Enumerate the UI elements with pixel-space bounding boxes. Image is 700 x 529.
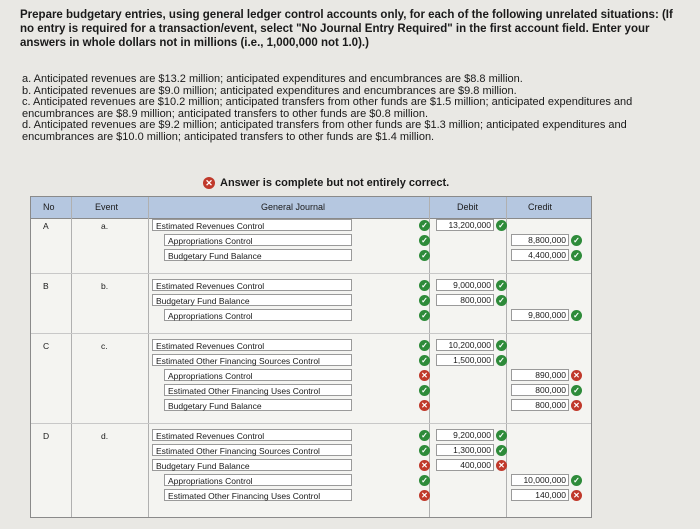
entry-event: a.	[101, 221, 109, 231]
credit-field[interactable]: 9,800,000	[511, 309, 569, 321]
header-debit: Debit	[457, 202, 479, 212]
debit-field[interactable]: 9,200,000	[436, 429, 494, 441]
debit-status-icon: ✓	[496, 340, 507, 351]
scenario-a: a. Anticipated revenues are $13.2 million; anticipated expenditures and encumbrances are $8.8 million.	[22, 73, 523, 85]
entry-event: c.	[101, 341, 108, 351]
debit-field[interactable]: 1,500,000	[436, 354, 494, 366]
account-status-icon: ✓	[419, 385, 430, 396]
account-field[interactable]: Estimated Revenues Control	[152, 429, 352, 441]
account-field[interactable]: Appropriations Control	[164, 369, 352, 381]
debit-field[interactable]: 1,300,000	[436, 444, 494, 456]
debit-field[interactable]: 400,000	[436, 459, 494, 471]
account-field[interactable]: Appropriations Control	[164, 234, 352, 246]
account-status-icon: ✕	[419, 460, 430, 471]
account-status-icon: ✓	[419, 220, 430, 231]
account-field[interactable]: Budgetary Fund Balance	[164, 399, 352, 411]
account-status-icon: ✓	[419, 235, 430, 246]
debit-status-icon: ✓	[496, 220, 507, 231]
account-field[interactable]: Estimated Other Financing Sources Control	[152, 354, 352, 366]
credit-field[interactable]: 800,000	[511, 384, 569, 396]
debit-field[interactable]: 9,000,000	[436, 279, 494, 291]
account-status-icon: ✓	[419, 310, 430, 321]
account-field[interactable]: Budgetary Fund Balance	[152, 459, 352, 471]
account-status-icon: ✓	[419, 250, 430, 261]
debit-status-icon: ✓	[496, 295, 507, 306]
credit-status-icon: ✓	[571, 385, 582, 396]
account-field[interactable]: Estimated Revenues Control	[152, 219, 352, 231]
account-field[interactable]: Budgetary Fund Balance	[152, 294, 352, 306]
credit-status-icon: ✕	[571, 490, 582, 501]
header-credit: Credit	[528, 202, 553, 212]
account-status-icon: ✕	[419, 370, 430, 381]
credit-status-icon: ✓	[571, 475, 582, 486]
journal-table	[30, 196, 592, 518]
account-field[interactable]: Estimated Other Financing Uses Control	[164, 384, 352, 396]
entry-separator	[31, 273, 591, 274]
account-status-icon: ✓	[419, 355, 430, 366]
account-field[interactable]: Estimated Revenues Control	[152, 279, 352, 291]
account-status-icon: ✓	[419, 430, 430, 441]
credit-field[interactable]: 890,000	[511, 369, 569, 381]
scenario-d: d. Anticipated revenues are $9.2 million; anticipated transfers from other funds are $1.3 million; anticipated expenditures and encumbrances are $10.0 million; anticipated transfers to other funds are $1.4 million.	[22, 119, 627, 143]
credit-field[interactable]: 800,000	[511, 399, 569, 411]
debit-field[interactable]: 13,200,000	[436, 219, 494, 231]
credit-status-icon: ✓	[571, 235, 582, 246]
account-status-icon: ✓	[419, 295, 430, 306]
entry-number: A	[43, 221, 49, 231]
debit-status-icon: ✕	[496, 460, 507, 471]
account-field[interactable]: Estimated Other Financing Uses Control	[164, 489, 352, 501]
account-field[interactable]: Appropriations Control	[164, 309, 352, 321]
entry-event: d.	[101, 431, 109, 441]
account-status-icon: ✕	[419, 400, 430, 411]
x-circle-icon: ✕	[203, 177, 215, 189]
account-field[interactable]: Estimated Revenues Control	[152, 339, 352, 351]
debit-field[interactable]: 800,000	[436, 294, 494, 306]
credit-field[interactable]: 10,000,000	[511, 474, 569, 486]
debit-status-icon: ✓	[496, 445, 507, 456]
account-status-icon: ✓	[419, 475, 430, 486]
entry-separator	[31, 333, 591, 334]
credit-status-icon: ✓	[571, 310, 582, 321]
journal-table-header	[31, 197, 591, 219]
account-field[interactable]: Estimated Other Financing Sources Control	[152, 444, 352, 456]
entry-number: C	[43, 341, 50, 351]
scenario-c: c. Anticipated revenues are $10.2 million; anticipated transfers from other funds are $1.5 million; anticipated expenditures and encumbrances are $8.9 million; anticipated transfers to other funds are $0.8 million.	[22, 96, 633, 120]
answer-status-text: Answer is complete but not entirely correct.	[220, 177, 450, 189]
account-status-icon: ✕	[419, 490, 430, 501]
entry-event: b.	[101, 281, 109, 291]
header-general-journal: General Journal	[261, 202, 326, 212]
header-no: No	[43, 202, 55, 212]
debit-status-icon: ✓	[496, 355, 507, 366]
entry-separator	[31, 423, 591, 424]
credit-status-icon: ✕	[571, 370, 582, 381]
account-field[interactable]: Appropriations Control	[164, 474, 352, 486]
account-status-icon: ✓	[419, 445, 430, 456]
debit-field[interactable]: 10,200,000	[436, 339, 494, 351]
header-event: Event	[95, 202, 119, 212]
scenario-list	[22, 74, 692, 144]
credit-field[interactable]: 140,000	[511, 489, 569, 501]
debit-status-icon: ✓	[496, 430, 507, 441]
debit-status-icon: ✓	[496, 280, 507, 291]
entry-number: B	[43, 281, 49, 291]
credit-status-icon: ✓	[571, 250, 582, 261]
account-status-icon: ✓	[419, 280, 430, 291]
account-field[interactable]: Budgetary Fund Balance	[164, 249, 352, 261]
account-status-icon: ✓	[419, 340, 430, 351]
credit-status-icon: ✕	[571, 400, 582, 411]
credit-field[interactable]: 8,800,000	[511, 234, 569, 246]
credit-field[interactable]: 4,400,000	[511, 249, 569, 261]
answer-status-banner	[203, 177, 449, 189]
scenario-b: b. Anticipated revenues are $9.0 million; anticipated expenditures and encumbrances are $9.8 million.	[22, 84, 517, 97]
instructions-text: Prepare budgetary entries, using general ledger control accounts only, for each of the following unrelated situations: (If no entry is required for a transaction/event, select "No Journal Entry Required" in the first account field. Enter your answers in whole dollars not in millions (i.e., 1,000,000 not 1.0).)	[20, 9, 673, 49]
entry-number: D	[43, 431, 50, 441]
